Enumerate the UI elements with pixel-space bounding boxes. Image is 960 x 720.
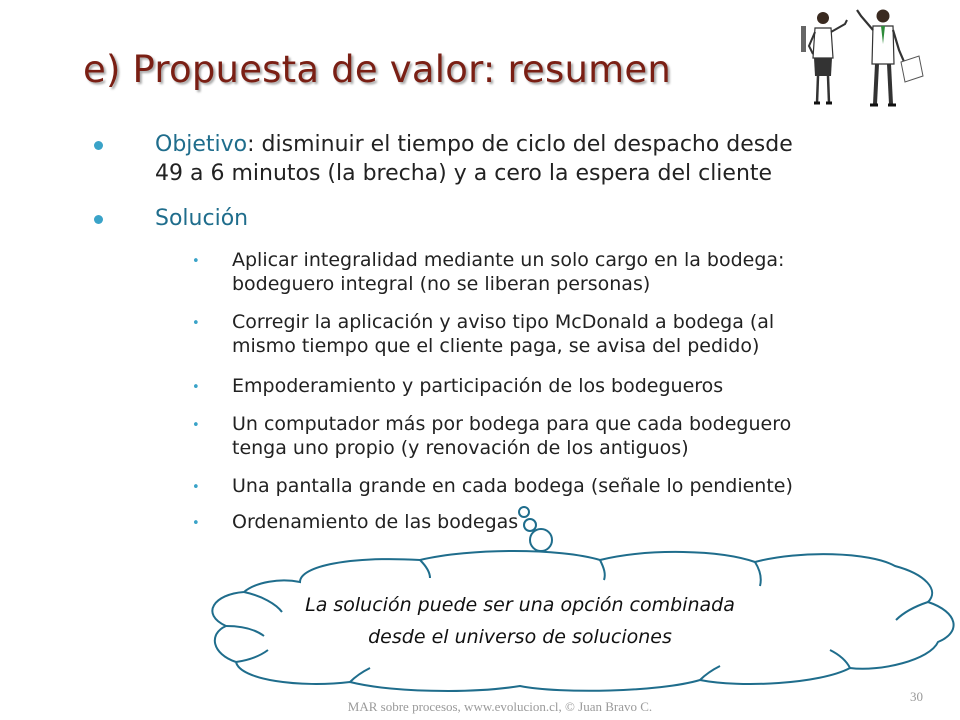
sub-item-line2: bodeguero integral (no se liberan personas) (232, 273, 651, 295)
sub-item-line1: Empoderamiento y participación de los bodegueros (232, 375, 724, 397)
objetivo-keyword: Objetivo (155, 132, 248, 157)
sub-item-line1: Corregir la aplicación y aviso tipo McDonald a bodega (al (232, 311, 775, 333)
sub-item-line2: mismo tiempo que el cliente paga, se avisa del pedido) (232, 335, 760, 357)
solucion-keyword: Solución (155, 206, 249, 231)
objetivo-text-line2: 49 a 6 minutos (la brecha) y a cero la espera del cliente (155, 161, 773, 186)
page-number: 30 (910, 689, 923, 704)
sub-item-line2: tenga uno propio (y renovación de los antiguos) (232, 437, 689, 459)
sub-bullet-icon: • (192, 316, 200, 331)
sub-bullet-icon: • (192, 418, 200, 433)
sub-item-line1: Una pantalla grande en cada bodega (señale lo pendiente) (232, 475, 793, 497)
callout-line1: La solución puede ser una opción combinada (305, 594, 735, 616)
slide-footer: MAR sobre procesos, www.evolucion.cl, © Juan Bravo C. (347, 699, 653, 714)
callout-line2: desde el universo de soluciones (368, 626, 672, 648)
sub-item-line1: Ordenamiento de las bodegas (232, 511, 519, 533)
sub-item-line1: Un computador más por bodega para que cada bodeguero (232, 413, 792, 435)
sub-bullet-icon: • (192, 516, 200, 531)
sub-bullet-icon: • (192, 480, 200, 495)
thought-bubble-medium (524, 519, 536, 531)
sub-item-line1: Aplicar integralidad mediante un solo cargo en la bodega: (232, 249, 785, 271)
sub-bullet-icon: • (192, 380, 200, 395)
thought-bubble-small (519, 507, 529, 517)
objetivo-text: : disminuir el tiempo de ciclo del despacho desde (247, 132, 793, 157)
slide-title: e) Propuesta de valor: resumen (83, 48, 672, 91)
thought-bubble-large (530, 529, 552, 551)
cloud-callout-text (300, 589, 740, 653)
sub-bullet-icon: • (192, 254, 200, 269)
